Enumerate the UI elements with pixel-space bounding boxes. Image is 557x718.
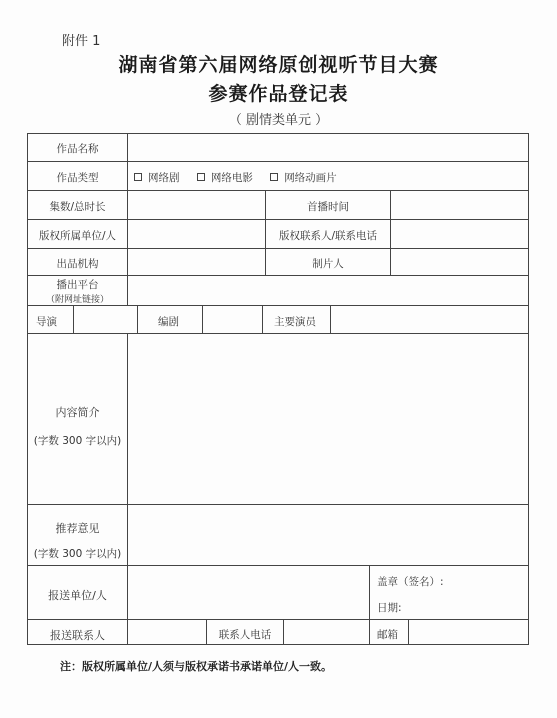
- synopsis-field[interactable]: [129, 334, 527, 504]
- label-director: 导演: [36, 316, 57, 328]
- copyright-contact-field[interactable]: [392, 220, 527, 248]
- email-field[interactable]: [410, 620, 527, 644]
- type-option-label: 网络动画片: [284, 172, 337, 184]
- submit-contact-field[interactable]: [129, 620, 205, 644]
- label-recommendation-limit: (字数 300 字以内): [33, 548, 122, 560]
- type-option-label: 网络剧: [148, 172, 180, 184]
- checkbox-icon[interactable]: [134, 173, 142, 181]
- label-producer: 出品机构: [56, 258, 99, 270]
- label-platform-note: （附网址链接）: [45, 295, 109, 305]
- production-company-field[interactable]: [392, 249, 527, 275]
- label-lead-actors: 主要演员: [274, 316, 316, 328]
- form-category: （ 剧情类单元 ）: [228, 113, 329, 128]
- type-option-web-animation[interactable]: [270, 170, 337, 185]
- label-premiere-time: 首播时间: [307, 201, 349, 213]
- form-title: 湖南省第六届网络原创视听节目大赛: [118, 54, 439, 76]
- footer-note: 注：版权所属单位/人须与版权承诺书承诺单位/人一致。: [60, 660, 333, 673]
- label-submitter: 报送单位/人: [48, 589, 107, 602]
- recommendation-field[interactable]: [129, 505, 527, 565]
- attachment-label: 附件 1: [62, 34, 101, 49]
- checkbox-icon[interactable]: [270, 173, 278, 181]
- screenwriter-field[interactable]: [204, 306, 261, 333]
- label-copyright-owner: 版权所属单位/人: [38, 230, 117, 242]
- label-episodes-duration: 集数/总时长: [49, 201, 106, 213]
- label-contact-phone: 联系人电话: [218, 629, 272, 641]
- director-field[interactable]: [75, 306, 136, 333]
- label-synopsis-limit: (字数 300 字以内): [33, 435, 122, 447]
- label-synopsis: 内容简介: [55, 406, 100, 419]
- type-option-label: 网络电影: [210, 172, 253, 184]
- work-type-options: [134, 170, 351, 185]
- label-submit-contact: 报送联系人: [50, 629, 105, 642]
- copyright-owner-field[interactable]: [129, 220, 264, 248]
- type-option-web-movie[interactable]: [197, 170, 253, 185]
- work-name-field[interactable]: [129, 134, 527, 161]
- label-recommendation: 推荐意见: [55, 522, 100, 535]
- label-work-name: 作品名称: [56, 143, 99, 155]
- contact-phone-field[interactable]: [285, 620, 368, 644]
- label-work-type: 作品类型: [56, 172, 99, 184]
- producer-field[interactable]: [129, 249, 264, 275]
- label-platform: 播出平台: [56, 279, 99, 291]
- label-screenwriter: 编剧: [158, 316, 179, 328]
- lead-actors-field[interactable]: [332, 306, 527, 333]
- premiere-time-field[interactable]: [392, 191, 527, 219]
- label-copyright-contact: 版权联系人/联系电话: [278, 230, 378, 242]
- episodes-duration-field[interactable]: [129, 191, 264, 219]
- checkbox-icon[interactable]: [197, 173, 205, 181]
- label-seal: 盖章（签名）:: [377, 576, 444, 588]
- platform-field[interactable]: [129, 276, 527, 305]
- form-subtitle-main: 参赛作品登记表: [208, 83, 349, 105]
- submitter-field[interactable]: [129, 566, 368, 619]
- type-option-web-drama[interactable]: [134, 170, 180, 185]
- label-email: 邮箱: [377, 629, 398, 641]
- label-date: 日期:: [377, 602, 402, 614]
- label-production-company: 制片人: [312, 258, 344, 270]
